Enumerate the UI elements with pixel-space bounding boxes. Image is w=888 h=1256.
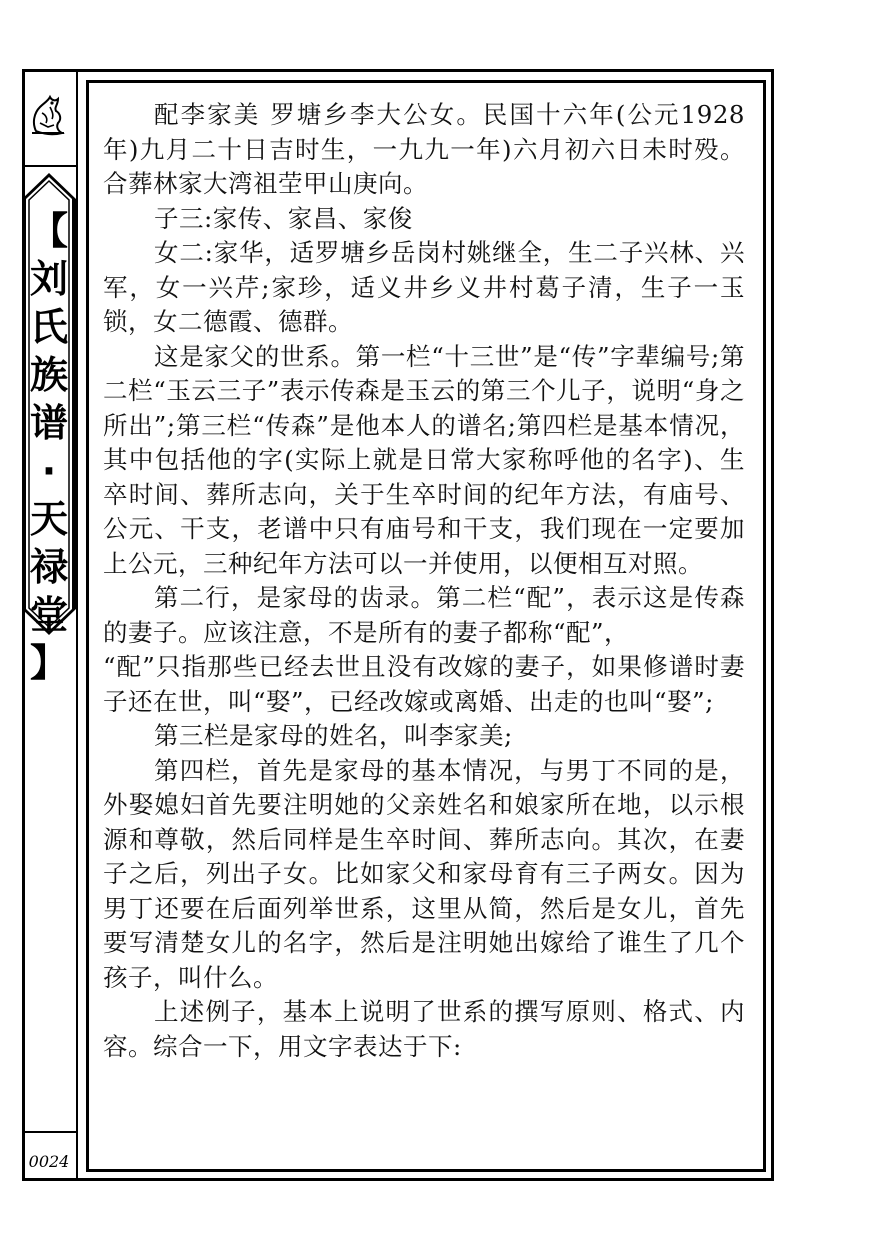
title-char: 】 [29, 641, 68, 685]
paragraph: 第二行，是家母的齿录。第二栏“配”，表示这是传森的妻子。应该注意，不是所有的妻子都称“配”， [103, 583, 745, 647]
title-char: 【 [29, 209, 68, 253]
page-number: 0024 [28, 1152, 70, 1171]
paragraph: 这是家父的世系。第一栏“十三世”是“传”字辈编号;第二栏“玉云三子”表示传森是玉云的第三个儿子，说明“身之所出”;第三栏“传森”是他本人的谱名;第四栏是基本情况，其中包括他的字(实际上就是日常大家称呼他的名字)、生卒时间、葬所志向，关于生卒时间的纪年方法，有庙号、公元、干支，老谱中只有庙号和干支，我们现在一定要加上公元，三种纪年方法可以一并使用，以便相互对照。 [103, 341, 745, 578]
paragraph: 第四栏，首先是家母的基本情况，与男丁不同的是，外娶媳妇首先要注明她的父亲姓名和娘家所在地，以示根源和尊敬，然后同样是生卒时间、葬所志向。其次，在妻子之后，列出子女。比如家父和家母育有三子两女。因为男丁还要在后面列举世系，这里从简，然后是女儿，首先要写清楚女儿的名字，然后是注明她出嫁给了谁生了几个孩子，叫什么。 [103, 755, 745, 992]
paragraph: 子三:家传、家昌、家俊 [154, 203, 413, 233]
title-char: · [41, 449, 57, 493]
title-char: 谱 [29, 401, 68, 445]
title-panel [22, 169, 76, 685]
title-char: 禄 [29, 545, 68, 589]
title-char: 天 [29, 497, 68, 541]
paragraph: “配”只指那些已经去世且没有改嫁的妻子，如果修谱时妻子还在世，叫“娶”，已经改嫁或离婚、出走的也叫“娶”; [103, 652, 745, 716]
paragraph: 配李家美 罗塘乡李大公女。民国十六年(公元1928年)九月二十日吉时生，一九九一年)六月初六日未时殁。合葬林家大湾祖茔甲山庚向。 [103, 100, 745, 198]
body-text [103, 98, 745, 1064]
title-char: 刘 [29, 257, 68, 301]
title-char: 氏 [29, 305, 68, 349]
paragraph: 女二:家华，适罗塘乡岳岗村姚继全，生二子兴林、兴军，女一兴芹;家珍，适义井乡义井村葛子清，生子一玉锁，女二德霞、德群。 [103, 238, 745, 336]
title-char: 堂 [29, 593, 68, 637]
paragraph: 上述例子，基本上说明了世系的撰写原则、格式、内容。综合一下，用文字表达于下: [103, 997, 745, 1061]
paragraph: 第三栏是家母的姓名，叫李家美; [154, 721, 513, 750]
title-char: 族 [29, 353, 68, 397]
sidebar [22, 69, 78, 1181]
divider [22, 1131, 76, 1133]
dragon-emblem-icon [28, 93, 68, 137]
book-title [22, 207, 76, 687]
divider [22, 165, 76, 167]
